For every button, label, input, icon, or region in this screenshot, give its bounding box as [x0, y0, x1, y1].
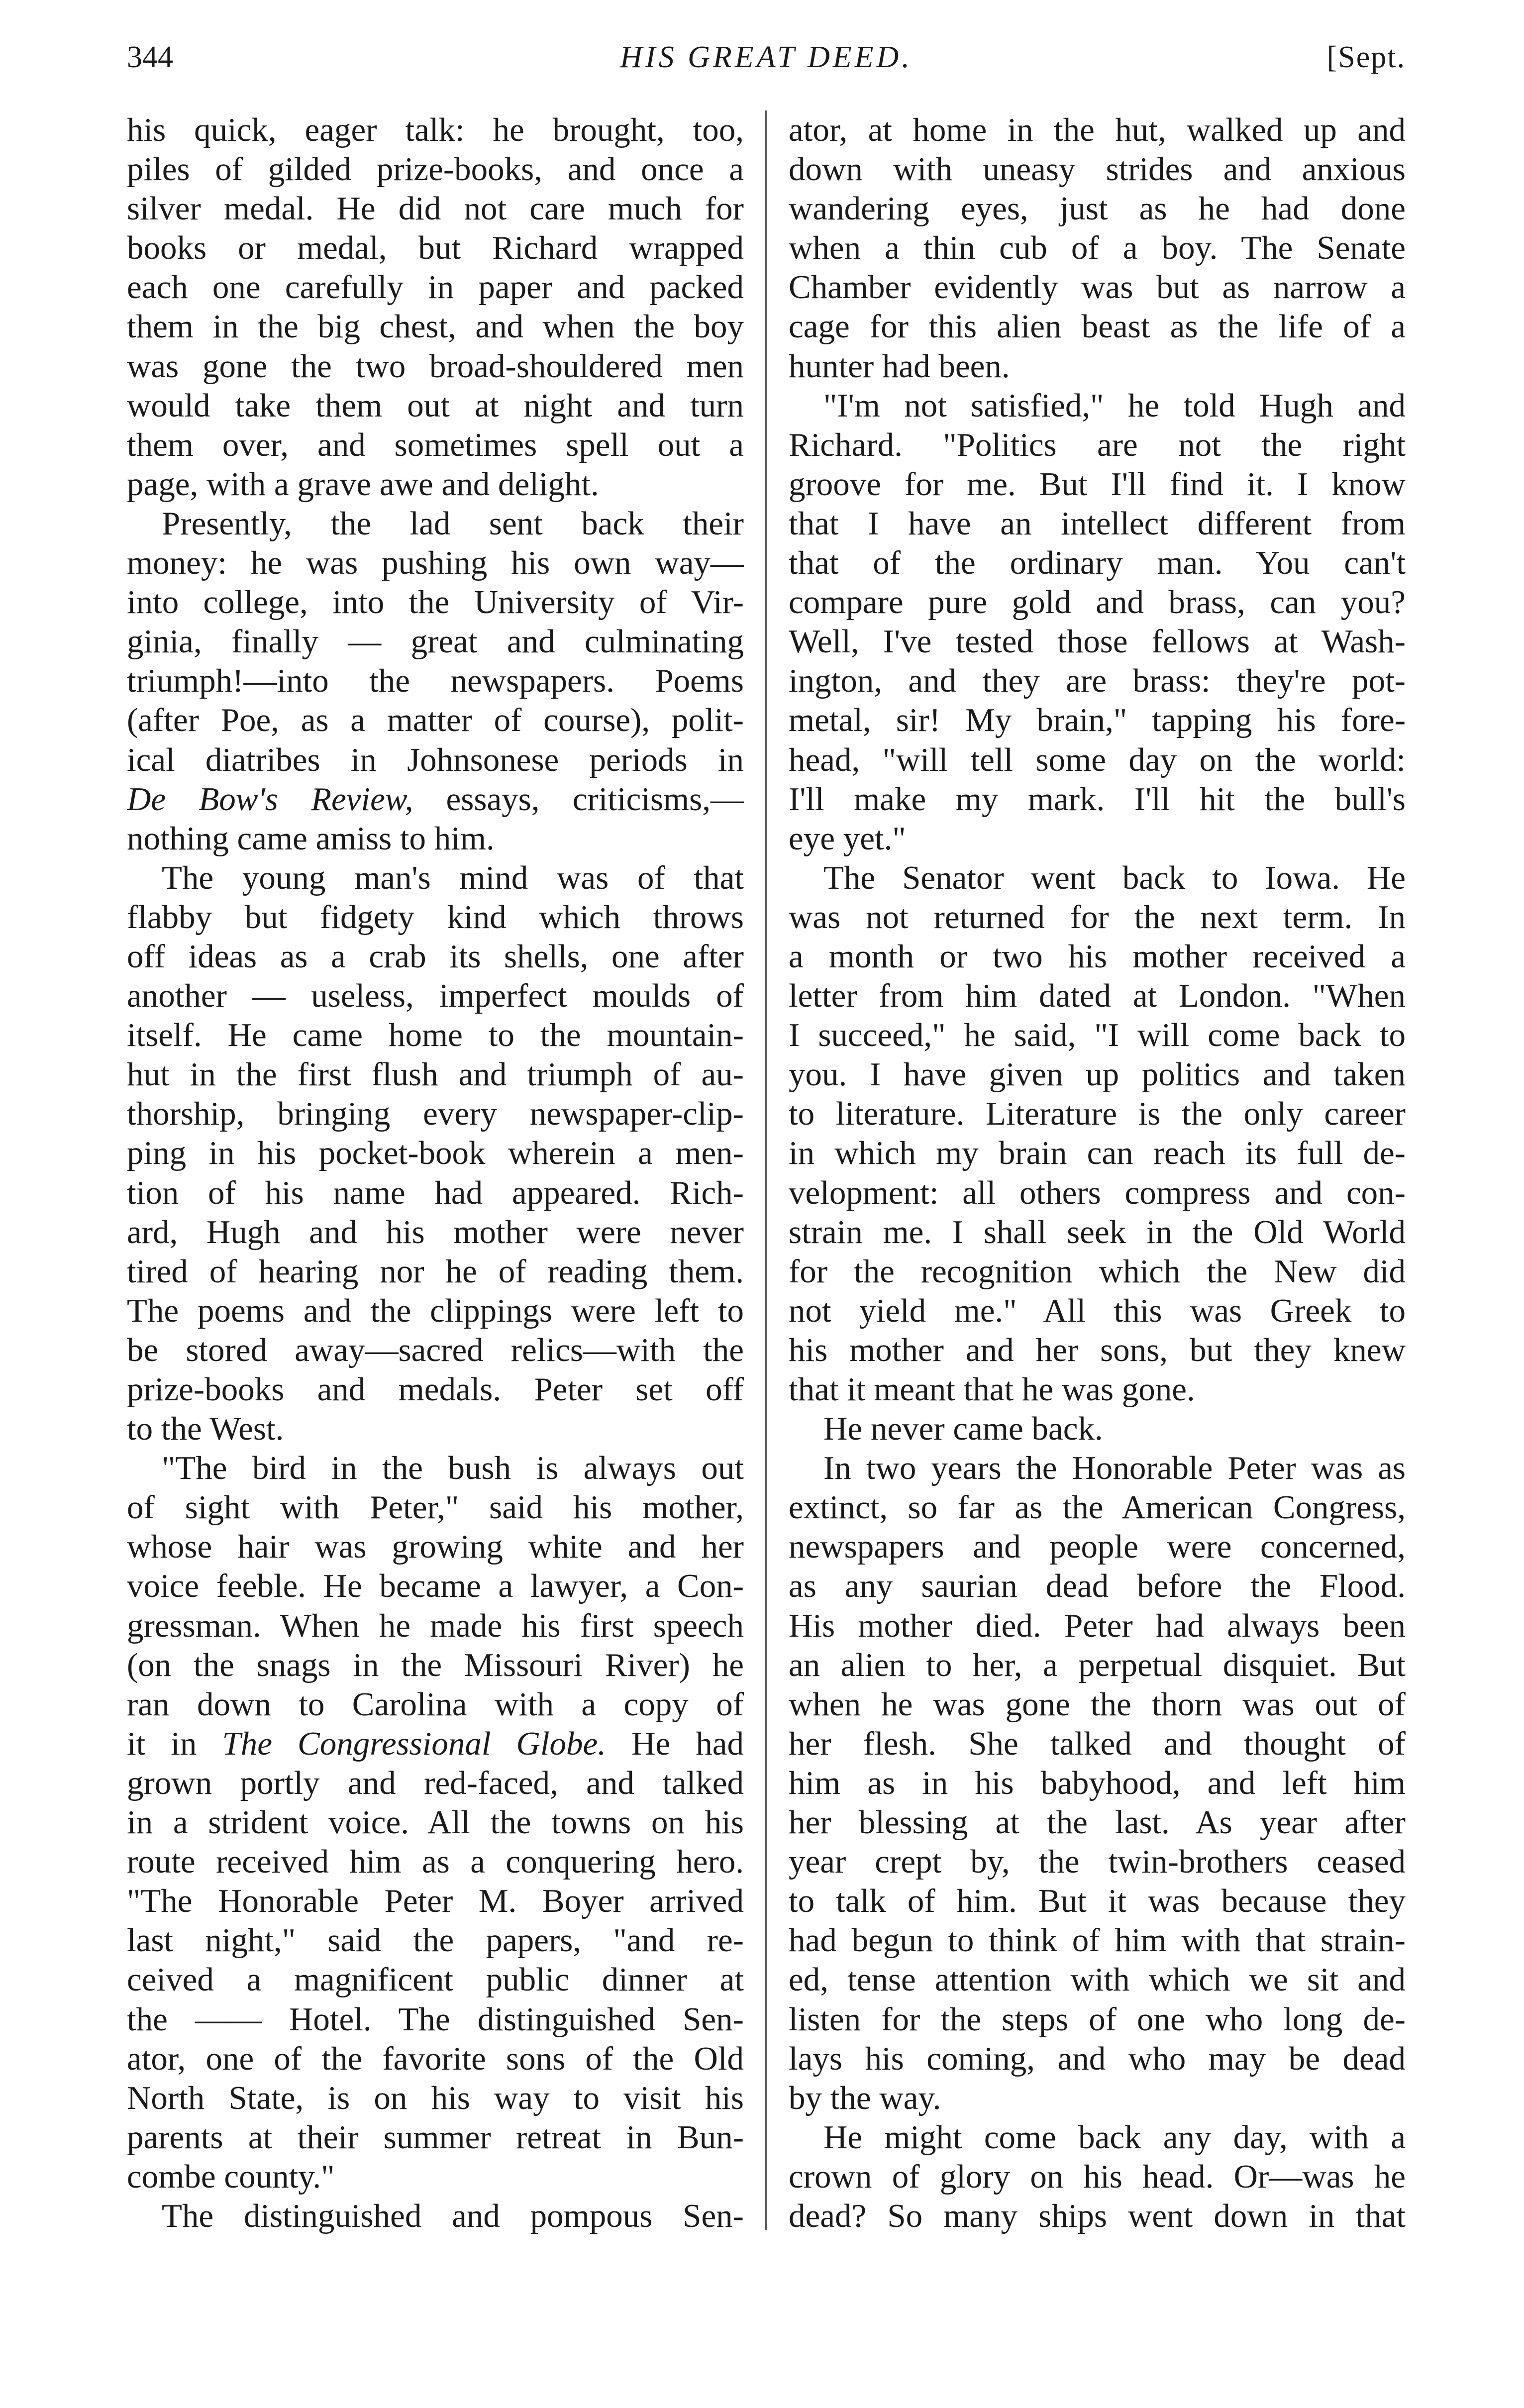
text-line: groove for me. But I'll find it. I know — [789, 465, 1406, 503]
text-line: that of the ordinary man. You can't — [789, 544, 1406, 582]
text-line: combe county." — [127, 2158, 335, 2195]
text-line: Well, I've tested those fellows at Wash- — [789, 623, 1406, 660]
text-line: her blessing at the last. As year after — [789, 1804, 1406, 1841]
text-line: ping in his pocket-book wherein a men- — [127, 1135, 744, 1172]
text-line: when a thin cub of a boy. The Senate — [789, 229, 1406, 267]
text-line: not yield me." All this was Greek to — [789, 1292, 1406, 1329]
text-line: triumph!—into the newspapers. Poems — [127, 662, 744, 700]
text-line: listen for the steps of one who long de- — [789, 2000, 1406, 2038]
running-title: HIS GREAT DEED. — [620, 40, 913, 74]
text-line: his quick, eager talk: he brought, too, — [127, 111, 744, 148]
text-line: them over, and sometimes spell out a — [127, 426, 744, 463]
text-line: (on the snags in the Missouri River) he — [127, 1646, 744, 1683]
text-line: His mother died. Peter had always been — [789, 1607, 1406, 1644]
header-month: [Sept. — [1326, 40, 1406, 74]
page-number: 344 — [127, 40, 173, 74]
text-line: strain me. I shall seek in the Old World — [789, 1213, 1406, 1251]
text-line: when he was gone the thorn was out of — [789, 1685, 1406, 1723]
text-line: Richard. "Politics are not the right — [789, 426, 1406, 463]
text-line: as any saurian dead before the Flood. — [789, 1568, 1406, 1605]
left-text-column — [127, 110, 744, 2236]
text-line: Chamber evidently was but as narrow a — [789, 269, 1406, 306]
text-line: in which my brain can reach its full de- — [789, 1135, 1406, 1172]
text-line: ed, tense attention with which we sit and — [789, 1961, 1406, 1998]
text-line: in a strident voice. All the towns on his — [127, 1804, 744, 1841]
text-line: to literature. Literature is the only career — [789, 1095, 1406, 1133]
text-line: silver medal. He did not care much for — [127, 190, 744, 227]
text-line: would take them out at night and turn — [127, 387, 744, 424]
text-line: ator, at home in the hut, walked up and — [789, 111, 1406, 148]
column-divider — [765, 110, 767, 2230]
text-line: for the recognition which the New did — [789, 1253, 1406, 1290]
text-line: newspapers and people were concerned, — [789, 1528, 1406, 1566]
text-line: cage for this alien beast as the life of a — [789, 308, 1406, 345]
text-line: ical diatribes in Johnsonese periods in — [127, 741, 744, 778]
text-line: down with uneasy strides and anxious — [789, 151, 1406, 188]
text-line: In two years the Honorable Peter was as — [823, 1450, 1406, 1487]
text-line: The poems and the clippings were left to — [127, 1292, 744, 1329]
text-line: itself. He came home to the mountain- — [127, 1017, 744, 1054]
text-line: money: he was pushing his own way— — [127, 544, 744, 582]
text-line: of sight with Peter," said his mother, — [127, 1489, 744, 1526]
text-line-segment: He had — [606, 1725, 744, 1762]
text-line: another — useless, imperfect moulds of — [127, 977, 744, 1015]
text-line: ginia, finally — great and culminating — [127, 623, 744, 660]
text-line: hunter had been. — [789, 347, 1010, 385]
text-line: her flesh. She talked and thought of — [789, 1725, 1406, 1762]
text-line-segment: essays, criticisms,— — [413, 780, 744, 818]
text-line — [127, 1724, 744, 1764]
text-line: (after Poe, as a matter of course), polit- — [127, 702, 744, 739]
text-line — [127, 780, 744, 819]
text-line: piles of gilded prize-books, and once a — [127, 151, 744, 188]
text-line: you. I have given up politics and taken — [789, 1056, 1406, 1093]
text-line: grown portly and red-faced, and talked — [127, 1764, 744, 1801]
text-line: off ideas as a crab its shells, one after — [127, 938, 744, 975]
text-line: tired of hearing nor he of reading them. — [127, 1253, 744, 1290]
text-line: nothing came amiss to him. — [127, 820, 495, 857]
text-line: head, "will tell some day on the world: — [789, 741, 1406, 778]
text-line: his mother and her sons, but they knew — [789, 1331, 1406, 1368]
text-line: voice feeble. He became a lawyer, a Con- — [127, 1568, 744, 1605]
text-line: lays his coming, and who may be dead — [789, 2040, 1406, 2077]
text-line: prize-books and medals. Peter set off — [127, 1371, 744, 1408]
text-line: had begun to think of him with that strain- — [789, 1922, 1406, 1959]
text-line: The distinguished and pompous Sen- — [162, 2197, 744, 2234]
text-line: be stored away—sacred relics—with the — [127, 1331, 744, 1368]
text-line: I succeed," he said, "I will come back to — [789, 1017, 1406, 1054]
text-line: a month or two his mother received a — [789, 938, 1406, 975]
text-line: ran down to Carolina with a copy of — [127, 1685, 744, 1723]
text-line: ceived a magnificent public dinner at — [127, 1961, 744, 1998]
text-line: books or medal, but Richard wrapped — [127, 229, 744, 267]
text-line: whose hair was growing white and her — [127, 1528, 744, 1566]
text-line: ington, and they are brass: they're pot- — [789, 662, 1406, 700]
text-line: to the West. — [127, 1410, 284, 1448]
text-line: The young man's mind was of that — [162, 859, 744, 896]
text-line: He never came back. — [823, 1410, 1103, 1448]
text-line: flabby but fidgety kind which throws — [127, 898, 744, 936]
text-line: He might come back any day, with a — [823, 2118, 1406, 2156]
italic-title: De Bow's Review, — [127, 780, 413, 818]
text-line: into college, into the University of Vir- — [127, 584, 744, 621]
text-line: extinct, so far as the American Congress, — [789, 1489, 1406, 1526]
text-line: to talk of him. But it was because they — [789, 1883, 1406, 1920]
text-line: letter from him dated at London. "When — [789, 977, 1406, 1015]
text-line: that I have an intellect different from — [789, 505, 1406, 542]
text-line: route received him as a conquering hero. — [127, 1843, 744, 1881]
text-line: thorship, bringing every newspaper-clip- — [127, 1095, 744, 1133]
text-line: hut in the first flush and triumph of au- — [127, 1056, 744, 1093]
text-line: compare pure gold and brass, can you? — [789, 584, 1406, 621]
text-line: Presently, the lad sent back their — [162, 505, 744, 542]
text-line: I'll make my mark. I'll hit the bull's — [789, 780, 1406, 818]
text-line: by the way. — [789, 2079, 941, 2116]
text-line: them in the big chest, and when the boy — [127, 308, 744, 345]
text-line: The Senator went back to Iowa. He — [823, 859, 1406, 896]
text-line: "I'm not satisfied," he told Hugh and — [823, 387, 1406, 424]
text-line: velopment: all others compress and con- — [789, 1174, 1406, 1211]
text-line: him as in his babyhood, and left him — [789, 1764, 1406, 1801]
text-line: an alien to her, a perpetual disquiet. But — [789, 1646, 1406, 1683]
text-line: ator, one of the favorite sons of the Old — [127, 2040, 744, 2077]
text-line: each one carefully in paper and packed — [127, 269, 744, 306]
text-line-segment: it in — [127, 1725, 222, 1762]
text-line: dead? So many ships went down in that — [789, 2197, 1406, 2234]
text-line: eye yet." — [789, 820, 906, 857]
text-line: year crept by, the twin-brothers ceased — [789, 1843, 1406, 1881]
text-line: last night," said the papers, "and re- — [127, 1922, 744, 1959]
text-line: "The bird in the bush is always out — [162, 1450, 744, 1487]
text-line: was gone the two broad-shouldered men — [127, 347, 744, 385]
italic-title: The Congressional Globe. — [222, 1725, 606, 1762]
text-line: gressman. When he made his first speech — [127, 1607, 744, 1644]
text-line: that it meant that he was gone. — [789, 1371, 1195, 1408]
text-line: ard, Hugh and his mother were never — [127, 1213, 744, 1251]
text-line: "The Honorable Peter M. Boyer arrived — [127, 1883, 744, 1920]
text-line: crown of glory on his head. Or—was he — [789, 2158, 1406, 2195]
text-line: wandering eyes, just as he had done — [789, 190, 1406, 227]
text-line: parents at their summer retreat in Bun- — [127, 2118, 744, 2156]
text-line: tion of his name had appeared. Rich- — [127, 1174, 744, 1211]
text-line: was not returned for the next term. In — [789, 898, 1406, 936]
text-line: North State, is on his way to visit his — [127, 2079, 744, 2116]
text-line: page, with a grave awe and delight. — [127, 465, 599, 503]
text-line: the —— Hotel. The distinguished Sen- — [127, 2000, 744, 2038]
running-header — [127, 35, 1406, 80]
text-line: metal, sir! My brain," tapping his fore- — [789, 702, 1406, 739]
right-text-column — [789, 110, 1406, 2236]
